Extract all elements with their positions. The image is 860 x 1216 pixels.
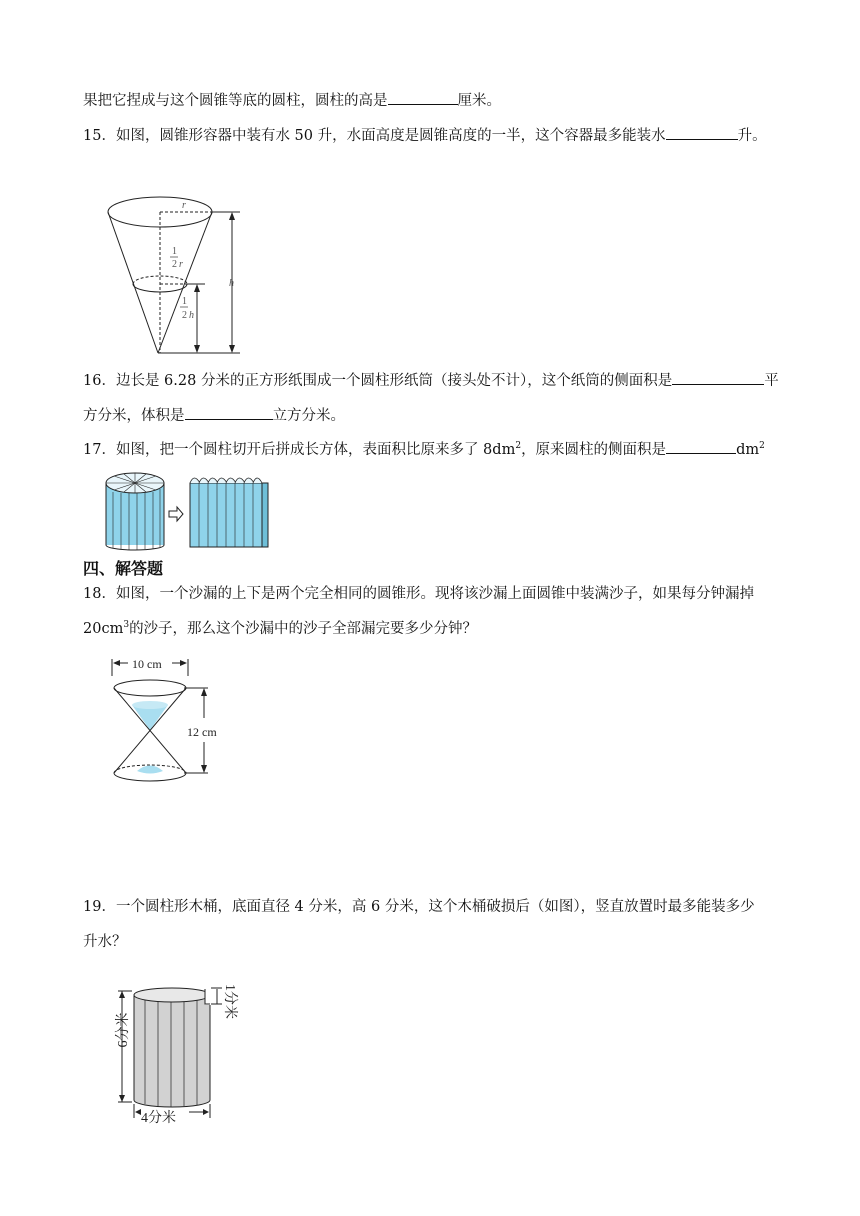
answer-blank[interactable] <box>666 439 736 454</box>
question-19-line1: 19．一个圆柱形木桶，底面直径 4 分米，高 6 分米，这个木桶破损后（如图），竖直放置时最多能装多少 <box>83 899 755 915</box>
answer-blank[interactable] <box>672 370 764 385</box>
broken-barrel-figure <box>114 978 249 1126</box>
answer-blank[interactable] <box>666 125 738 140</box>
answer-blank[interactable] <box>388 90 458 105</box>
half-numerator-h: 1 <box>182 296 187 307</box>
section-title: 四、解答题 <box>83 559 164 578</box>
width-label: 10 cm <box>132 657 162 671</box>
q14-tail: 果把它捏成与这个圆锥等底的圆柱，圆柱的高是 厘米。 <box>83 90 501 111</box>
half-height-label: h <box>189 310 194 321</box>
height-label: h <box>229 278 234 289</box>
answer-blank[interactable] <box>185 405 273 420</box>
question-18-line2: $20cm^3$的沙子，那么这个沙漏中的沙子全部漏完要多少分钟？ <box>83 620 478 637</box>
cone-figure <box>100 190 250 360</box>
break-height-label: 1分米 <box>222 984 237 1019</box>
question-15: 15．如图，圆锥形容器中装有水 50 升，水面高度是圆锥高度的一半，这个容器最多能装水 升。 <box>83 125 767 146</box>
hourglass-figure <box>108 654 233 794</box>
height-label: 6分米 <box>116 1012 131 1048</box>
half-radius-label: r <box>179 259 183 270</box>
half-denominator-h: 2 <box>182 310 187 321</box>
cylinder-to-cuboid-figure <box>104 471 274 551</box>
question-19-line2: 升水？ <box>83 934 127 950</box>
height-label: 12 cm <box>187 725 217 739</box>
diameter-label: 4分米 <box>141 1111 176 1126</box>
half-denominator: 2 <box>172 259 177 270</box>
question-16-line1: 16．边长是 6.28 分米的正方形纸围成一个圆柱形纸筒（接头处不计），这个纸筒的侧面积是 平 <box>83 370 779 391</box>
half-numerator: 1 <box>172 246 177 257</box>
question-17: 17．如图，把一个圆柱切开后拼成长方体，表面积比原来多了 $8dm^2$，原来圆柱的侧面积是 $dm^2$ <box>83 441 765 458</box>
question-16-line2: 方分米，体积是 立方分米。 <box>83 405 345 426</box>
radius-label: r <box>182 200 186 211</box>
question-18-line1: 18．如图，一个沙漏的上下是两个完全相同的圆锥形。现将该沙漏上面圆锥中装满沙子，如果每分钟漏掉 <box>83 586 754 602</box>
